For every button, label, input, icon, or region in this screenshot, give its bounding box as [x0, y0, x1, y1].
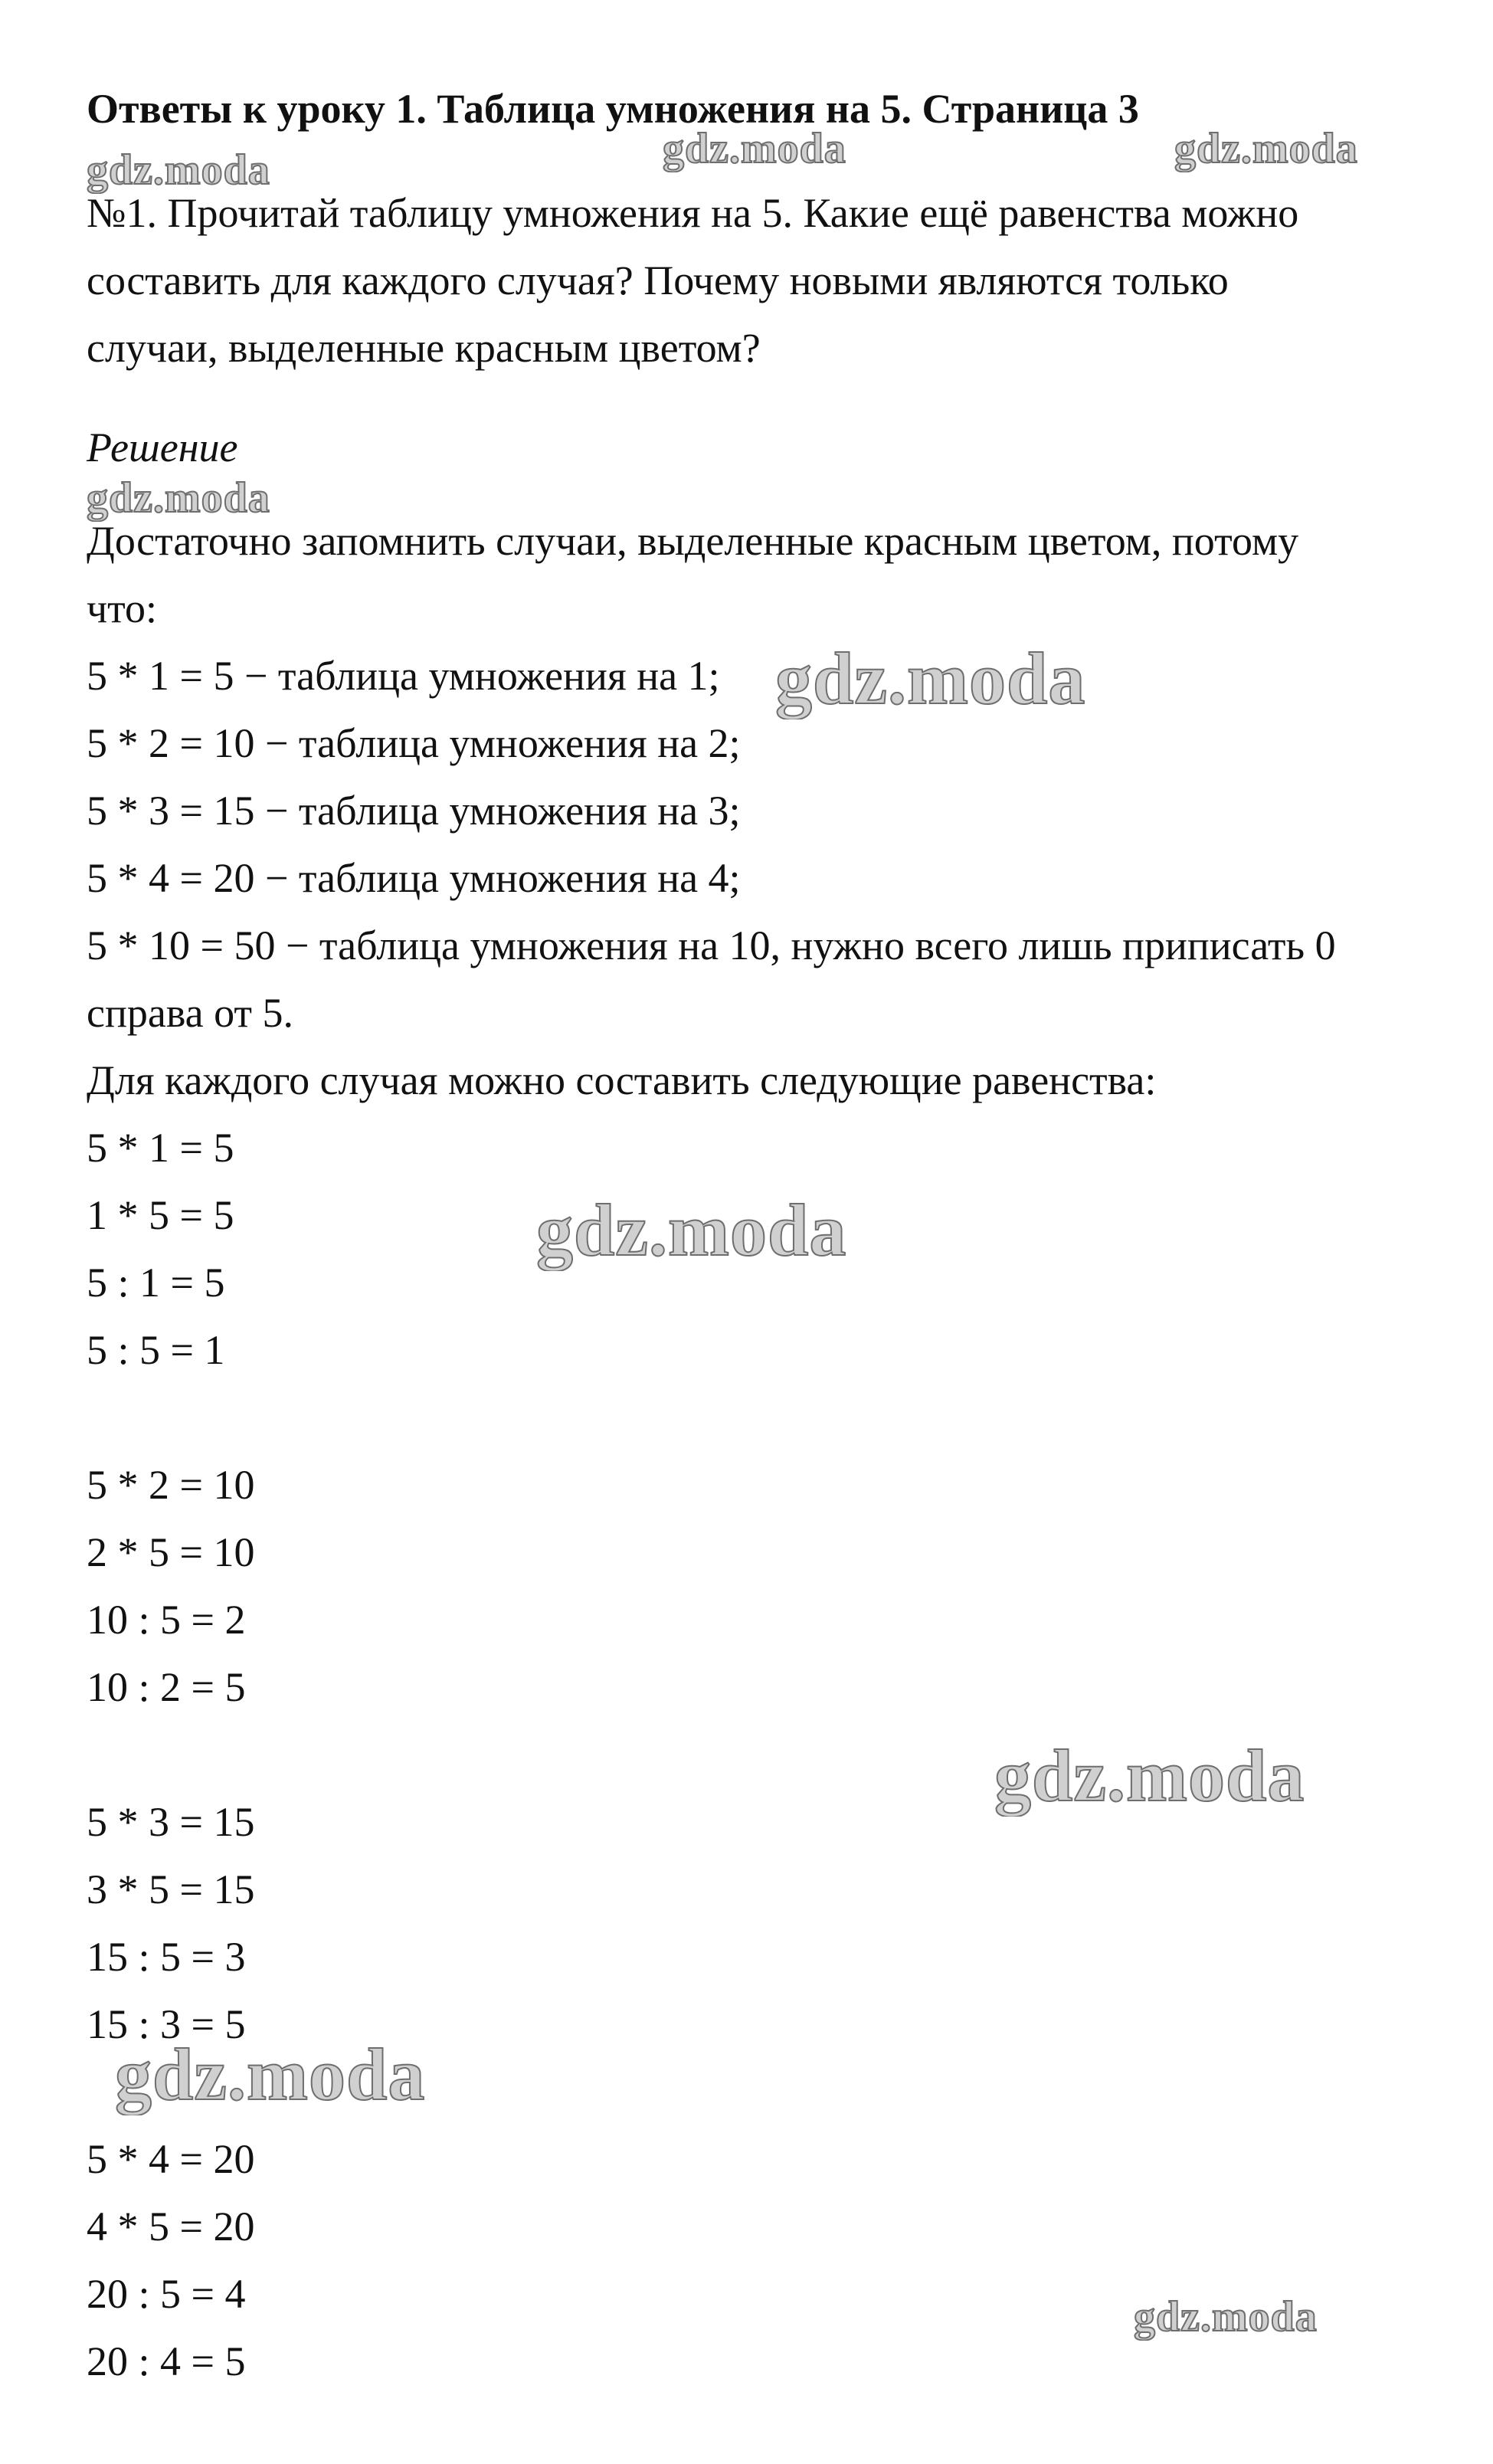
equality: 4 * 5 = 20: [87, 2204, 255, 2249]
equality: 3 * 5 = 15: [87, 1866, 255, 1912]
fact-line: 5 * 4 = 20 − таблица умножения на 4;: [87, 855, 741, 901]
intro-line-1: Достаточно запомнить случаи, выделенные красным цветом, потому: [87, 518, 1299, 564]
fact-line: 5 * 1 = 5 − таблица умножения на 1;: [87, 653, 720, 699]
intro-line-2: что:: [87, 585, 158, 631]
fact-line: 5 * 10 = 50 − таблица умножения на 10, нужно всего лишь приписать 0: [87, 922, 1336, 968]
equality: 20 : 4 = 5: [87, 2338, 246, 2384]
equality: 1 * 5 = 5: [87, 1192, 234, 1238]
watermark: gdz.moda: [1134, 2293, 1318, 2341]
fact-line: 5 * 3 = 15 − таблица умножения на 3;: [87, 788, 741, 834]
watermark: gdz.moda: [87, 474, 270, 522]
equality: 5 : 1 = 5: [87, 1260, 225, 1306]
watermark: gdz.moda: [994, 1735, 1305, 1817]
task-line-3: случаи, выделенные красным цветом?: [87, 325, 761, 371]
equality: 5 * 4 = 20: [87, 2136, 255, 2182]
solution-label: Решение: [87, 424, 238, 470]
watermark: gdz.moda: [1174, 125, 1358, 172]
watermark: gdz.moda: [87, 146, 270, 194]
task-line-1: №1. Прочитай таблицу умножения на 5. Какие ещё равенства можно: [87, 190, 1299, 236]
equality: 10 : 2 = 5: [87, 1664, 246, 1710]
equality: 10 : 5 = 2: [87, 1597, 246, 1643]
equality: 5 * 1 = 5: [87, 1125, 234, 1171]
equality: 20 : 5 = 4: [87, 2271, 246, 2317]
equalities-intro: Для каждого случая можно составить следующие равенства:: [87, 1057, 1157, 1103]
watermark: gdz.moda: [775, 637, 1086, 719]
fact-line: 5 * 2 = 10 − таблица умножения на 2;: [87, 720, 741, 766]
equality: 15 : 3 = 5: [87, 2001, 246, 2047]
page-title: Ответы к уроку 1. Таблица умножения на 5. Страница 3: [87, 86, 1139, 132]
task-line-2: составить для каждого случая? Почему новыми являются только: [87, 257, 1229, 303]
equality: 5 * 3 = 15: [87, 1799, 255, 1845]
equality: 5 * 2 = 10: [87, 1462, 255, 1508]
equality: 5 : 5 = 1: [87, 1327, 225, 1373]
watermark: gdz.moda: [536, 1189, 847, 1271]
fact-line: справа от 5.: [87, 990, 293, 1036]
watermark: gdz.moda: [663, 125, 846, 172]
watermark: gdz.moda: [115, 2033, 426, 2115]
equality: 15 : 5 = 3: [87, 1934, 246, 1980]
equality: 2 * 5 = 10: [87, 1529, 255, 1575]
